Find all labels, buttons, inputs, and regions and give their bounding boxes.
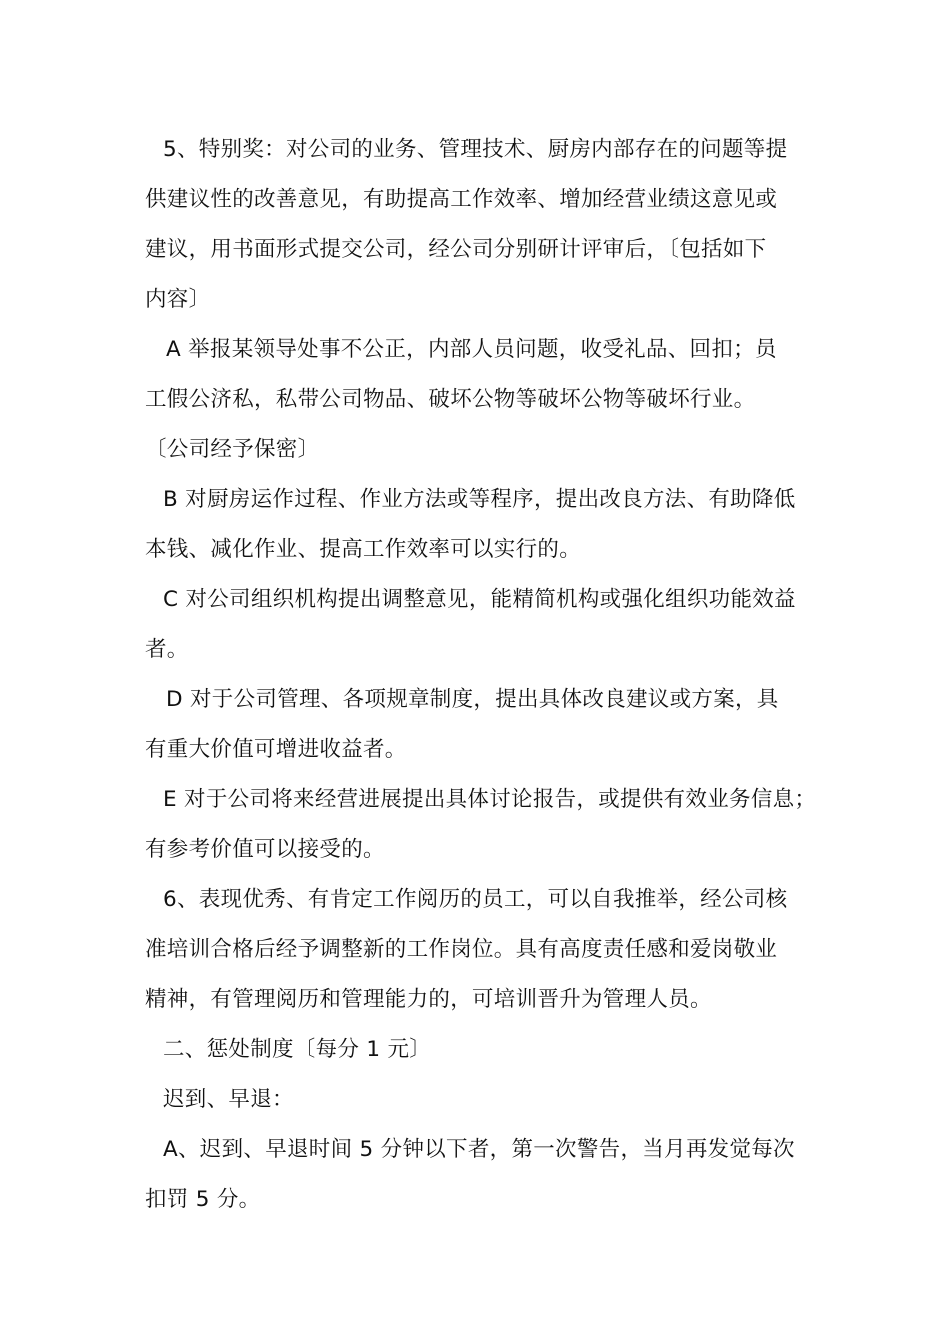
- paragraph-line: 5、特别奖：对公司的业务、管理技术、厨房内部存在的问题等提: [163, 137, 788, 162]
- paragraph-line: E 对于公司将来经营进展提出具体讨论报告，或提供有效业务信息；: [163, 787, 817, 812]
- paragraph-line: 6、表现优秀、有肯定工作阅历的员工，可以自我推举，经公司核: [163, 887, 788, 912]
- paragraph-line: 建议，用书面形式提交公司，经公司分别研计评审后，〔包括如下: [145, 237, 767, 262]
- section-heading: 二、惩处制度〔每分 1 元〕: [163, 1037, 432, 1062]
- paragraph-line: B 对厨房运作过程、作业方法或等程序，提出改良方法、有助降低: [163, 487, 796, 512]
- paragraph-line: 有参考价值可以接受的。: [145, 837, 385, 862]
- paragraph-line: 有重大价值可增进收益者。: [145, 737, 407, 762]
- paragraph-line: 者。: [145, 637, 189, 662]
- paragraph-line: 准培训合格后经予调整新的工作岗位。具有高度责任感和爱岗敬业: [145, 937, 778, 962]
- paragraph-line: 供建议性的改善意见，有助提高工作效率、增加经营业绩这意见或: [145, 187, 778, 212]
- paragraph-line: A、迟到、早退时间 5 分钟以下者，第一次警告，当月再发觉每次: [163, 1137, 795, 1162]
- paragraph-line: 工假公济私，私带公司物品、破坏公物等破坏公物等破坏行业。: [145, 387, 756, 412]
- paragraph-line: 〔公司经予保密〕: [145, 437, 320, 462]
- subsection-heading: 迟到、早退：: [163, 1087, 294, 1112]
- paragraph-line: D 对于公司管理、各项规章制度，提出具体改良建议或方案，具: [166, 687, 779, 712]
- paragraph-line: A 举报某领导处事不公正，内部人员问题，收受礼品、回扣；员: [166, 337, 777, 362]
- paragraph-line: 本钱、减化作业、提高工作效率可以实行的。: [145, 537, 582, 562]
- paragraph-line: 精神，有管理阅历和管理能力的，可培训晋升为管理人员。: [145, 987, 712, 1012]
- paragraph-line: C 对公司组织机构提出调整意见，能精简机构或强化组织功能效益: [163, 587, 796, 612]
- paragraph-line: 扣罚 5 分。: [145, 1187, 261, 1212]
- paragraph-line: 内容〕: [145, 287, 211, 312]
